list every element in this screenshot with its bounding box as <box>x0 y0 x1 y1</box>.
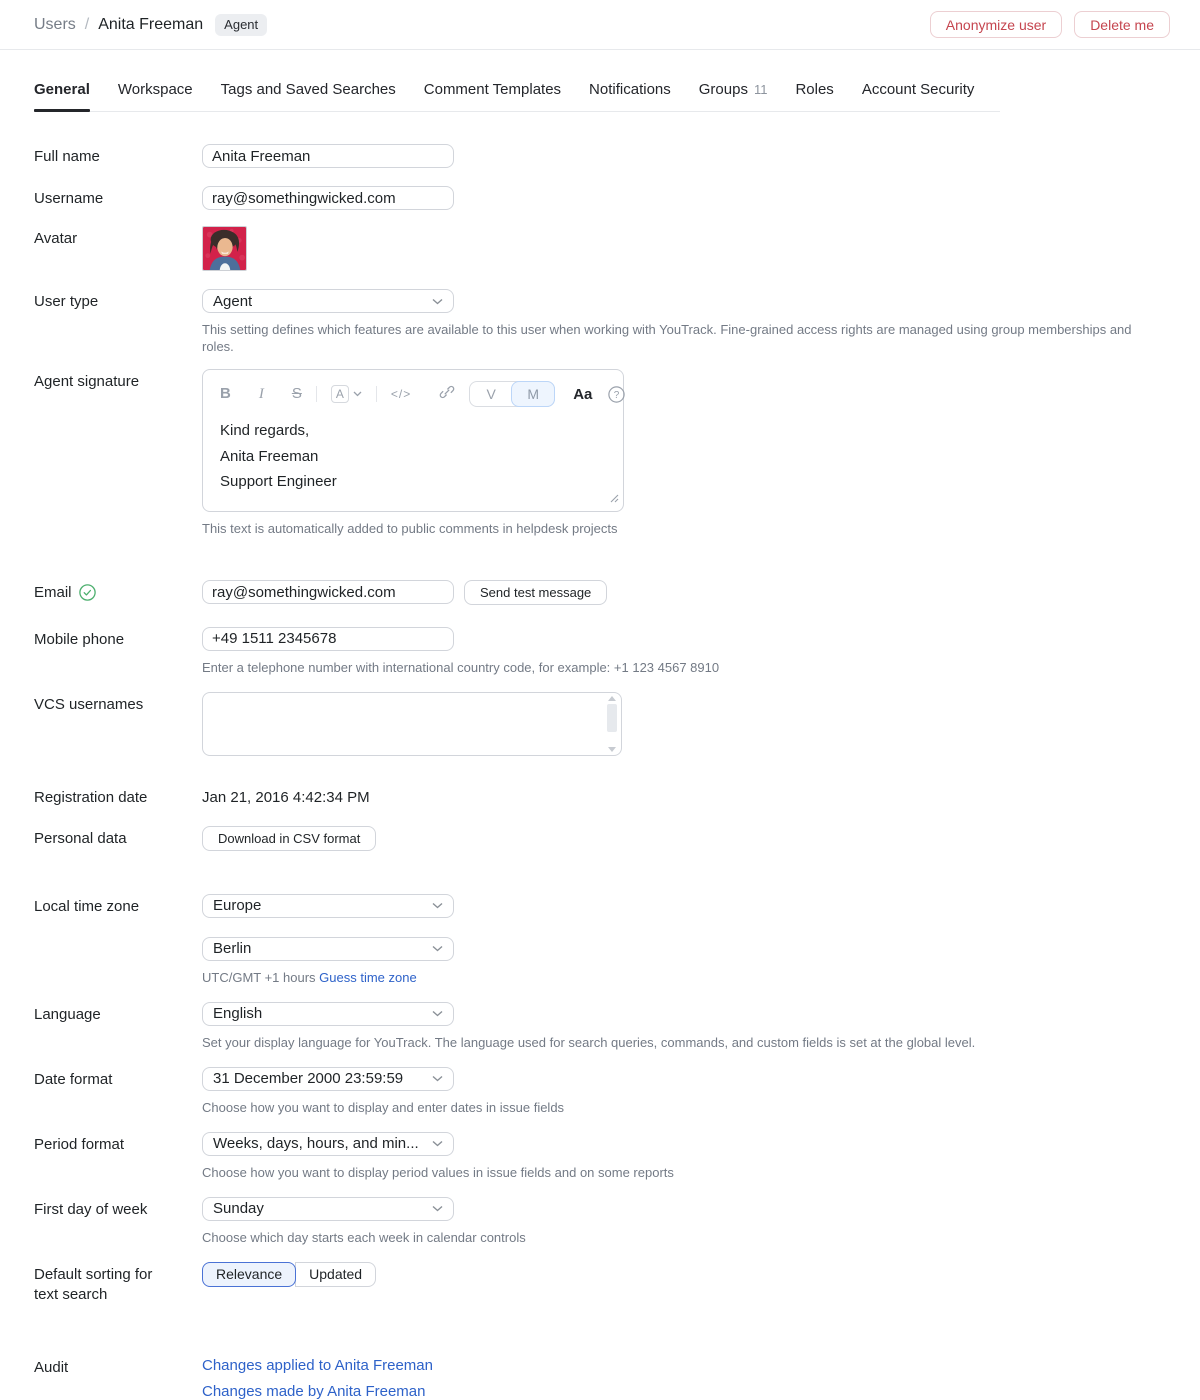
help-circle-icon <box>608 386 625 403</box>
registration-date-label: Registration date <box>34 788 148 806</box>
tab-tags-saved-searches[interactable]: Tags and Saved Searches <box>220 81 396 98</box>
registration-date-value: Jan 21, 2016 4:42:34 PM <box>202 788 370 806</box>
period-format-select[interactable]: Weeks, days, hours, and min... <box>202 1132 454 1156</box>
scroll-down-icon[interactable] <box>608 747 616 752</box>
download-csv-button[interactable]: Download in CSV format <box>202 826 376 851</box>
default-sorting-toggle <box>202 1262 376 1305</box>
language-hint: Set your display language for YouTrack. The language used for search queries, commands, and custom fields is set at the global level. <box>202 1034 976 1050</box>
user-type-hint: This setting defines which features are available to this user when working with YouTrack. Fine-grained access rights are managed using group memberships and roles. <box>202 322 1132 354</box>
tab-roles[interactable]: Roles <box>795 81 834 98</box>
username-row <box>34 186 1200 210</box>
language-select[interactable]: English <box>202 1002 454 1026</box>
period-format-label: Period format <box>34 1135 125 1153</box>
date-format-hint: Choose how you want to display and enter dates in issue fields <box>202 1099 565 1115</box>
full-name-input[interactable] <box>202 144 454 168</box>
page-header <box>0 0 1200 50</box>
registration-date-row <box>34 785 1200 808</box>
email-row <box>34 580 1200 605</box>
header-actions <box>930 11 1170 38</box>
avatar-label: Avatar <box>34 230 78 247</box>
resize-handle[interactable] <box>610 490 619 507</box>
scrollbar[interactable] <box>606 696 618 752</box>
editor-help-button[interactable] <box>608 386 625 403</box>
full-name-label: Full name <box>34 148 100 165</box>
avatar-image <box>203 227 246 270</box>
language-row <box>34 1002 1200 1051</box>
svg-text:?: ? <box>614 389 620 401</box>
date-format-row <box>34 1067 1200 1116</box>
signature-toolbar <box>203 370 623 409</box>
toolbar-divider <box>316 386 317 402</box>
sorting-relevance-button[interactable]: Relevance <box>202 1262 296 1287</box>
chevron-down-icon <box>432 902 443 909</box>
personal-data-row <box>34 826 1200 851</box>
signature-line: Support Engineer <box>220 473 337 490</box>
breadcrumb <box>34 14 267 36</box>
agent-signature-row <box>34 369 1200 537</box>
time-zone-region-select[interactable]: Europe <box>202 894 454 918</box>
chevron-down-icon <box>353 391 362 397</box>
link-icon <box>439 384 455 400</box>
time-zone-city-select[interactable]: Berlin <box>202 937 454 961</box>
chevron-down-icon <box>432 1075 443 1082</box>
time-zone-hint: UTC/GMT +1 hours Guess time zone <box>202 969 417 985</box>
first-day-of-week-label: First day of week <box>34 1200 148 1218</box>
signature-textarea[interactable] <box>203 409 623 511</box>
send-test-message-button[interactable]: Send test message <box>464 580 607 605</box>
email-input[interactable] <box>202 580 454 604</box>
editor-mode-toggle <box>469 381 555 407</box>
link-button[interactable] <box>439 384 455 405</box>
verified-check-icon <box>79 584 96 601</box>
scroll-up-icon[interactable] <box>608 696 616 701</box>
signature-line: Kind regards, <box>220 422 310 439</box>
tab-bar <box>34 81 1000 112</box>
audit-links <box>202 1355 433 1400</box>
full-name-row <box>34 144 1200 168</box>
mobile-phone-row <box>34 627 1200 676</box>
audit-label: Audit <box>34 1358 69 1376</box>
tab-notifications[interactable]: Notifications <box>589 81 671 98</box>
text-color-button[interactable]: A <box>331 385 362 403</box>
breadcrumb-users-link[interactable]: Users <box>34 15 76 33</box>
tab-groups[interactable]: Groups 11 <box>698 81 768 98</box>
chevron-down-icon <box>432 298 443 305</box>
mobile-phone-label: Mobile phone <box>34 630 125 648</box>
tab-general[interactable]: General <box>34 81 90 111</box>
mobile-phone-hint: Enter a telephone number with international country code, for example: +1 123 4567 8910 <box>202 659 720 675</box>
vcs-usernames-label: VCS usernames <box>34 695 144 713</box>
local-time-zone-label: Local time zone <box>34 897 140 915</box>
sorting-updated-button[interactable]: Updated <box>295 1262 376 1287</box>
chevron-down-icon <box>432 1140 443 1147</box>
default-sorting-row <box>34 1262 1200 1305</box>
avatar-row <box>34 226 1200 271</box>
first-day-of-week-select[interactable]: Sunday <box>202 1197 454 1221</box>
date-format-label: Date format <box>34 1070 113 1088</box>
default-sorting-label: Default sorting for text search <box>34 1265 153 1303</box>
period-format-row <box>34 1132 1200 1181</box>
mobile-phone-input[interactable] <box>202 627 454 651</box>
italic-button[interactable]: I <box>258 386 264 402</box>
vcs-usernames-row <box>34 692 1200 756</box>
date-format-select[interactable]: 31 December 2000 23:59:59 <box>202 1067 454 1091</box>
tab-workspace[interactable]: Workspace <box>117 81 193 98</box>
signature-editor <box>202 369 624 512</box>
breadcrumb-separator: / <box>84 15 90 33</box>
email-label: Email <box>34 583 72 601</box>
personal-data-label: Personal data <box>34 829 127 847</box>
guess-time-zone-link[interactable]: Guess time zone <box>319 969 417 985</box>
tab-comment-templates[interactable]: Comment Templates <box>423 81 562 98</box>
page-title: Anita Freeman <box>98 15 204 33</box>
language-label: Language <box>34 1005 101 1023</box>
chevron-down-icon <box>432 1010 443 1017</box>
username-input[interactable] <box>202 186 454 210</box>
audit-row <box>34 1355 1200 1400</box>
signature-line: Anita Freeman <box>220 447 319 465</box>
first-day-of-week-hint: Choose which day starts each week in calendar controls <box>202 1229 526 1245</box>
visual-mode-button[interactable]: V <box>486 386 496 402</box>
audit-changes-applied-link[interactable]: Changes applied to Anita Freeman <box>202 1356 433 1374</box>
code-button[interactable]: </> <box>390 387 412 401</box>
user-type-select[interactable]: Agent <box>202 289 454 313</box>
username-label: Username <box>34 190 104 207</box>
avatar[interactable] <box>202 226 247 271</box>
general-settings-form <box>0 112 1200 1400</box>
first-day-of-week-row <box>34 1197 1200 1246</box>
tab-account-security[interactable]: Account Security <box>861 81 975 98</box>
chevron-down-icon <box>432 945 443 952</box>
toolbar-divider <box>376 386 377 402</box>
chevron-down-icon <box>432 1205 443 1212</box>
agent-signature-label: Agent signature <box>34 373 140 390</box>
anonymize-user-button[interactable]: Anonymize user <box>930 11 1062 38</box>
local-time-zone-row <box>34 894 1200 986</box>
bold-button[interactable]: B <box>220 385 231 402</box>
period-format-hint: Choose how you want to display period values in issue fields and on some reports <box>202 1164 674 1180</box>
strikethrough-button[interactable]: S <box>291 385 302 402</box>
markdown-mode-button[interactable]: M <box>511 381 555 407</box>
font-size-button[interactable]: Aa <box>573 385 593 403</box>
email-label-wrap <box>34 580 202 605</box>
scrollbar-thumb[interactable] <box>607 704 617 732</box>
delete-me-button[interactable]: Delete me <box>1074 11 1170 38</box>
signature-hint: This text is automatically added to public comments in helpdesk projects <box>202 520 618 536</box>
user-type-row <box>34 289 1200 355</box>
user-type-label: User type <box>34 293 99 310</box>
user-type-badge: Agent <box>215 14 267 36</box>
groups-count-badge: 11 <box>753 82 768 97</box>
audit-changes-made-link[interactable]: Changes made by Anita Freeman <box>202 1382 426 1400</box>
vcs-usernames-textarea[interactable] <box>202 692 622 756</box>
